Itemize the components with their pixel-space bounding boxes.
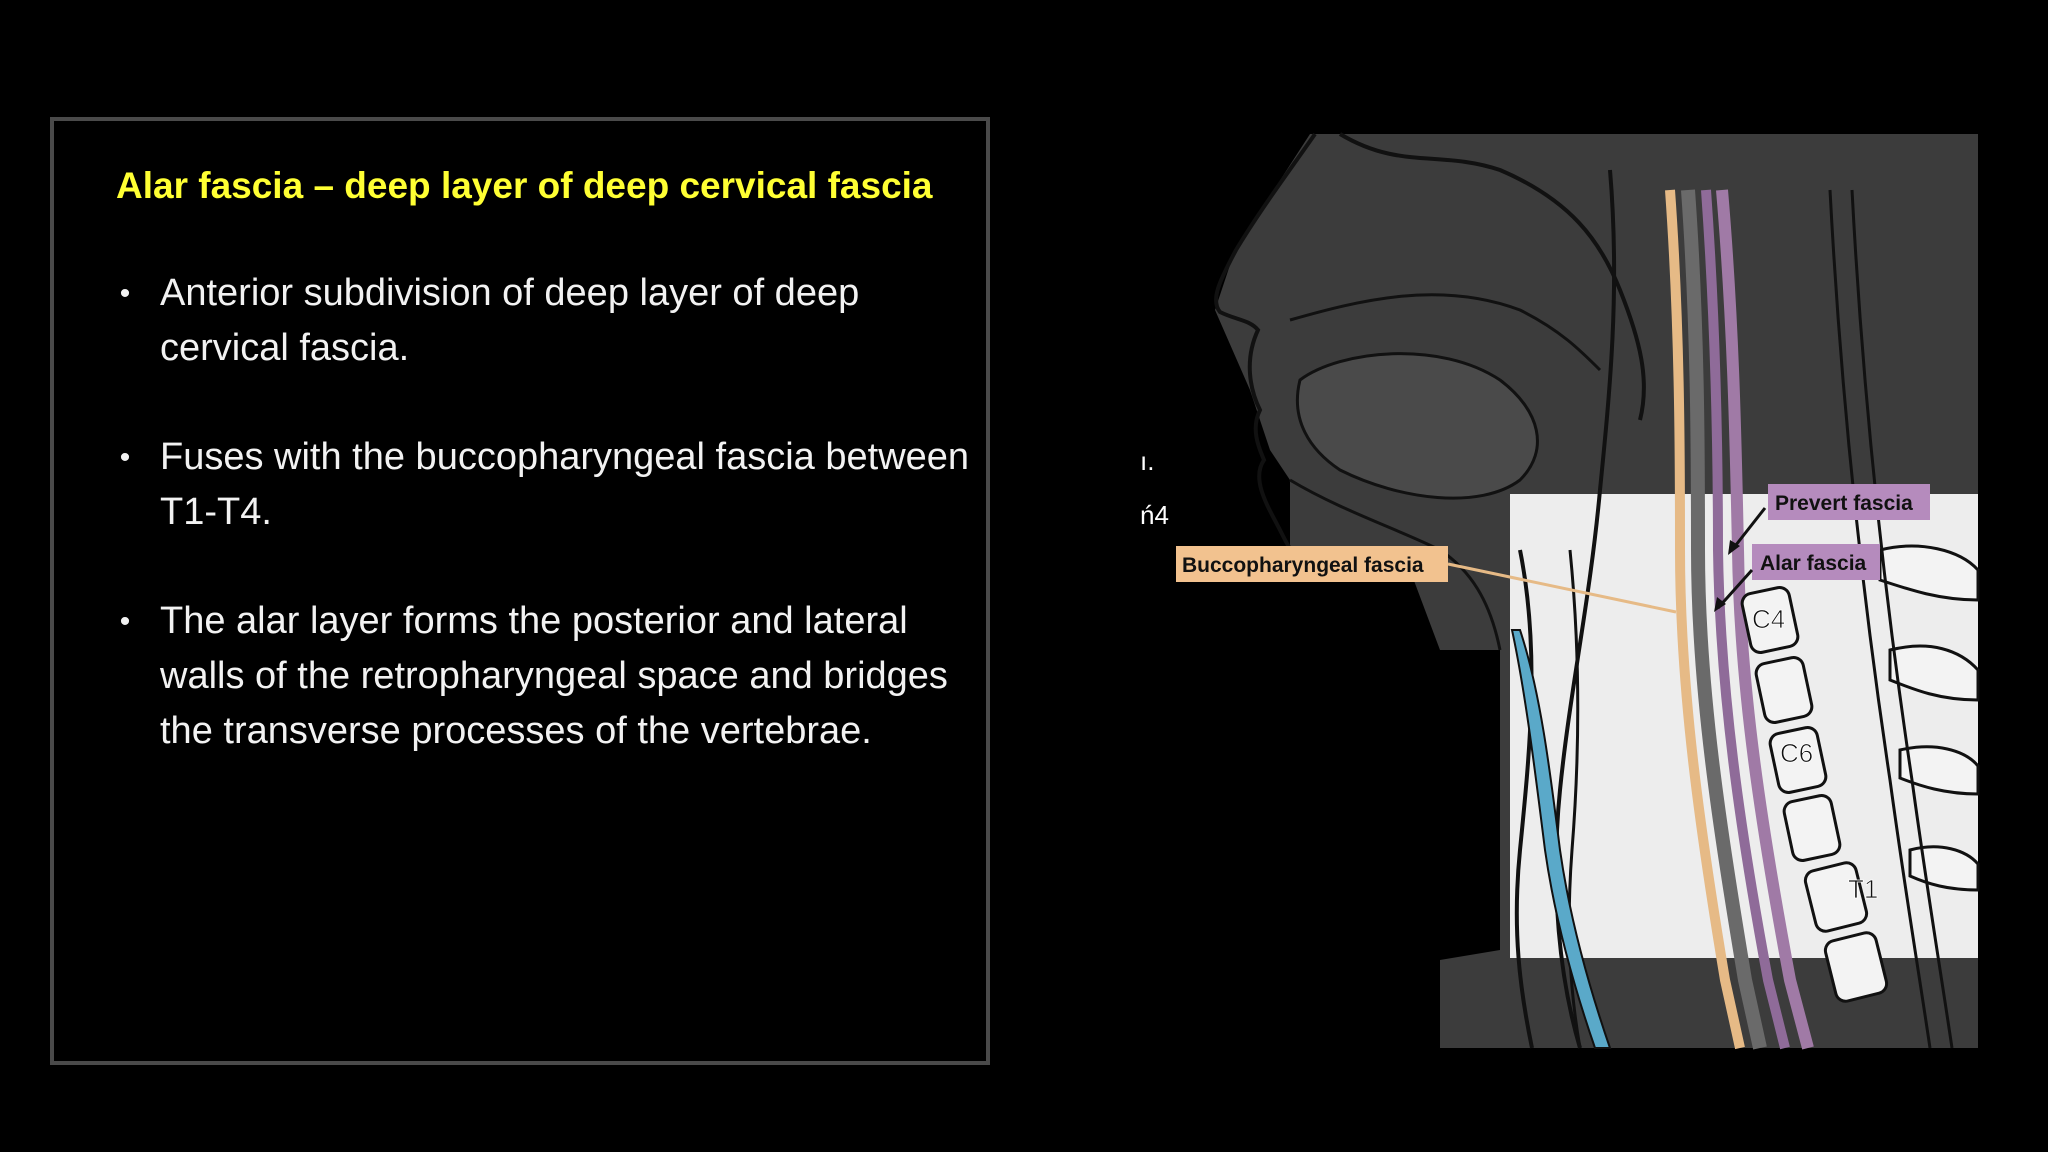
bullet-item bbox=[110, 594, 970, 759]
cropped-text-fragment: ń4 bbox=[1140, 500, 1169, 530]
bullet-marker: • bbox=[119, 441, 131, 474]
slide-title: Alar fascia – deep layer of deep cervical fascia bbox=[116, 165, 933, 206]
vertebra-c7 bbox=[1782, 794, 1841, 863]
bullet-list bbox=[110, 266, 970, 813]
bullet-item bbox=[110, 266, 970, 376]
alar-fascia-label: Alar fascia bbox=[1760, 552, 1867, 575]
text-panel bbox=[50, 117, 990, 1065]
prevert-fascia-label: Prevert fascia bbox=[1775, 492, 1913, 515]
anatomy-figure bbox=[1140, 130, 1980, 1050]
vertebra-label-t1: T1 bbox=[1848, 874, 1879, 904]
cropped-text-fragment: ı. bbox=[1140, 446, 1155, 476]
vertebra-c5 bbox=[1754, 656, 1813, 725]
bullet-text: The alar layer forms the posterior and lateral walls of the retropharyngeal space and bridges the transverse processes of the vertebrae. bbox=[160, 600, 948, 752]
vertebra-label-c6: C6 bbox=[1780, 738, 1814, 768]
vertebra-label-c4: C4 bbox=[1752, 604, 1786, 634]
bullet-marker: • bbox=[119, 605, 131, 638]
neck-sagittal-diagram bbox=[1140, 130, 1980, 1050]
buccopharyngeal-fascia-label: Buccopharyngeal fascia bbox=[1182, 554, 1424, 577]
bullet-text: Anterior subdivision of deep layer of deep cervical fascia. bbox=[160, 272, 860, 369]
bullet-text: Fuses with the buccopharyngeal fascia between T1-T4. bbox=[160, 436, 970, 533]
bullet-marker: • bbox=[119, 277, 131, 310]
bullet-item bbox=[110, 430, 970, 540]
